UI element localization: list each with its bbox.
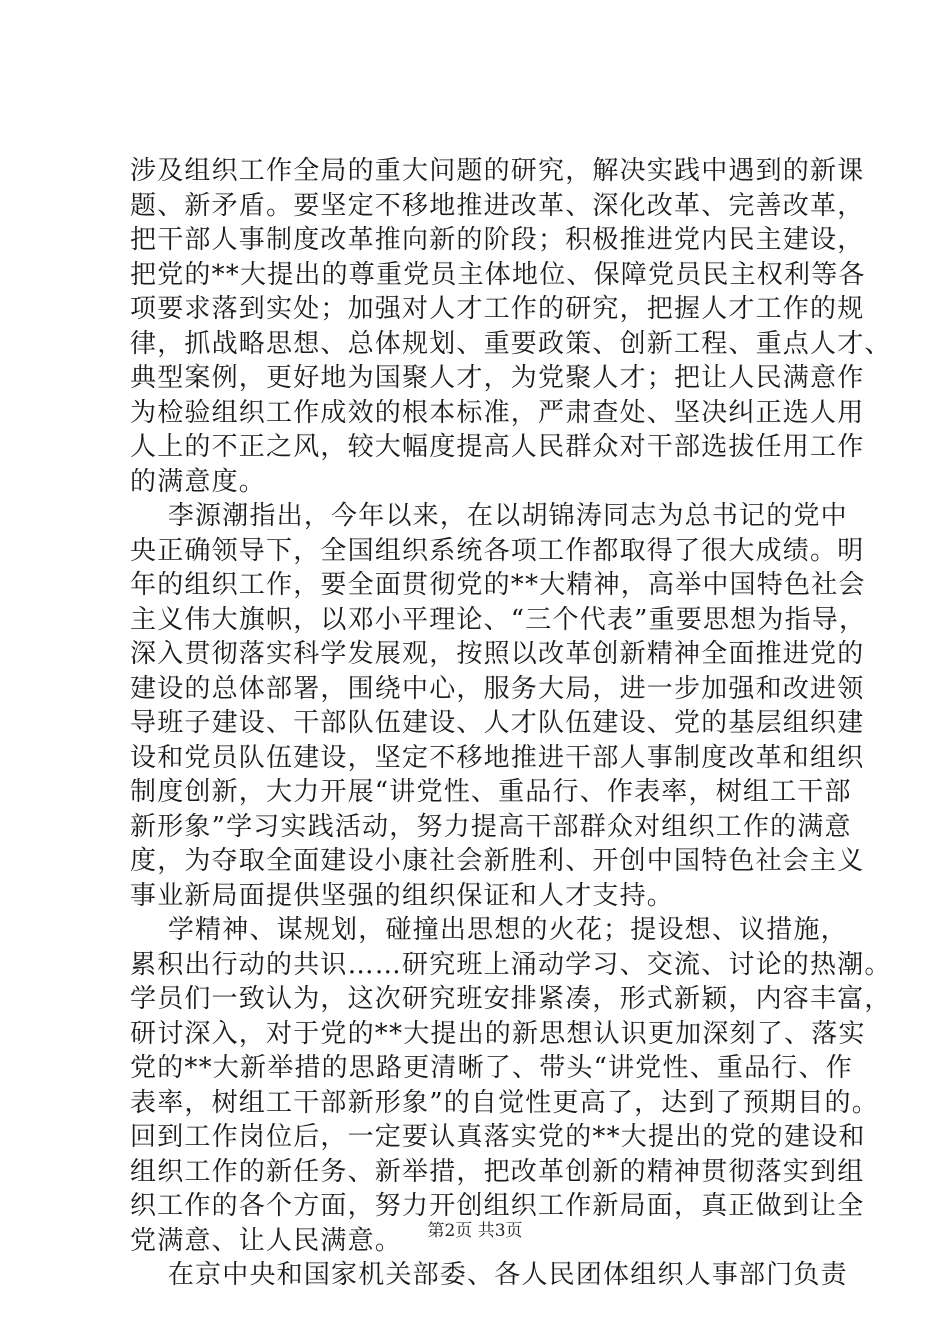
text-line: 把干部人事制度改革推向新的阶段；积极推进党内民主建设， [130,225,865,255]
text-line: 的满意度。 [130,466,267,497]
text-line: 制度创新，大力开展“讲党性、重品行、作表率，树组工干部 [130,777,852,807]
text-line: 在京中央和国家机关部委、各人民团体组织人事部门负责 [130,1260,848,1290]
text-line: 为检验组织工作成效的根本标准，严肃查处、坚决纠正选人用 [130,397,865,428]
article-body [130,154,892,1293]
text-line: 织工作的各个方面，努力开创组织工作新局面，真正做到让全 [130,1191,865,1221]
text-line: 央正确领导下，全国组织系统各项工作都取得了很大成绩。明 [130,535,865,566]
text-line: 事业新局面提供坚强的组织保证和人才支持。 [130,880,675,911]
text-line: 累积出行动的共识……研究班上涌动学习、交流、讨论的热潮。 [130,949,892,980]
text-line: 年的组织工作，要全面贯彻党的**大精神，高举中国特色社会 [130,570,866,600]
text-line: 深入贯彻落实科学发展观，按照以改革创新精神全面推进党的 [130,639,865,669]
text-line: 建设的总体部署，围绕中心，服务大局，进一步加强和改进领 [130,673,865,704]
text-line: 题、新矛盾。要坚定不移地推进改革、深化改革、完善改革， [130,190,865,221]
page-number-footer: 第2页 共3页 [427,1221,523,1241]
text-line: 涉及组织工作全局的重大问题的研究，解决实践中遇到的新课 [130,156,865,186]
text-line: 主义伟大旗帜，以邓小平理论、“三个代表”重要思想为指导， [130,604,867,635]
text-line: 律，抓战略思想、总体规划、重要政策、创新工程、重点人才、 [130,328,892,359]
text-line: 典型案例，更好地为国聚人才，为党聚人才；把让人民满意作 [130,363,865,393]
text-line: 设和党员队伍建设，坚定不移地推进干部人事制度改革和组织 [130,742,865,773]
text-line: 度，为夺取全面建设小康社会新胜利、开创中国特色社会主义 [130,846,865,876]
text-line: 学员们一致认为，这次研究班安排紧凑，形式新颖，内容丰富， [130,984,892,1014]
text-line: 李源潮指出，今年以来，在以胡锦涛同志为总书记的党中 [130,501,848,531]
text-line: 研讨深入，对于党的**大提出的新思想认识更加深刻了、落实 [130,1018,866,1049]
text-line: 回到工作岗位后，一定要认真落实党的**大提出的党的建设和 [130,1122,866,1152]
text-line: 人上的不正之风，较大幅度提高人民群众对干部选拔任用工作 [130,432,865,462]
text-line: 表率，树组工干部新形象”的自觉性更高了，达到了预期目的。 [130,1087,879,1118]
text-line: 学精神、谋规划，碰撞出思想的火花；提设想、议措施， [130,915,848,945]
text-line: 把党的**大提出的尊重党员主体地位、保障党员民主权利等各 [130,259,866,290]
text-line: 项要求落到实处；加强对人才工作的研究，把握人才工作的规 [130,294,865,324]
text-line: 组织工作的新任务、新举措，把改革创新的精神贯彻落实到组 [130,1156,865,1187]
text-line: 新形象”学习实践活动，努力提高干部群众对组织工作的满意 [130,811,852,842]
text-line: 党的**大新举措的思路更清晰了、带头“讲党性、重品行、作 [130,1053,853,1083]
text-line: 导班子建设、干部队伍建设、人才队伍建设、党的基层组织建 [130,708,865,738]
text-line: 党满意、让人民满意。 [130,1225,403,1256]
